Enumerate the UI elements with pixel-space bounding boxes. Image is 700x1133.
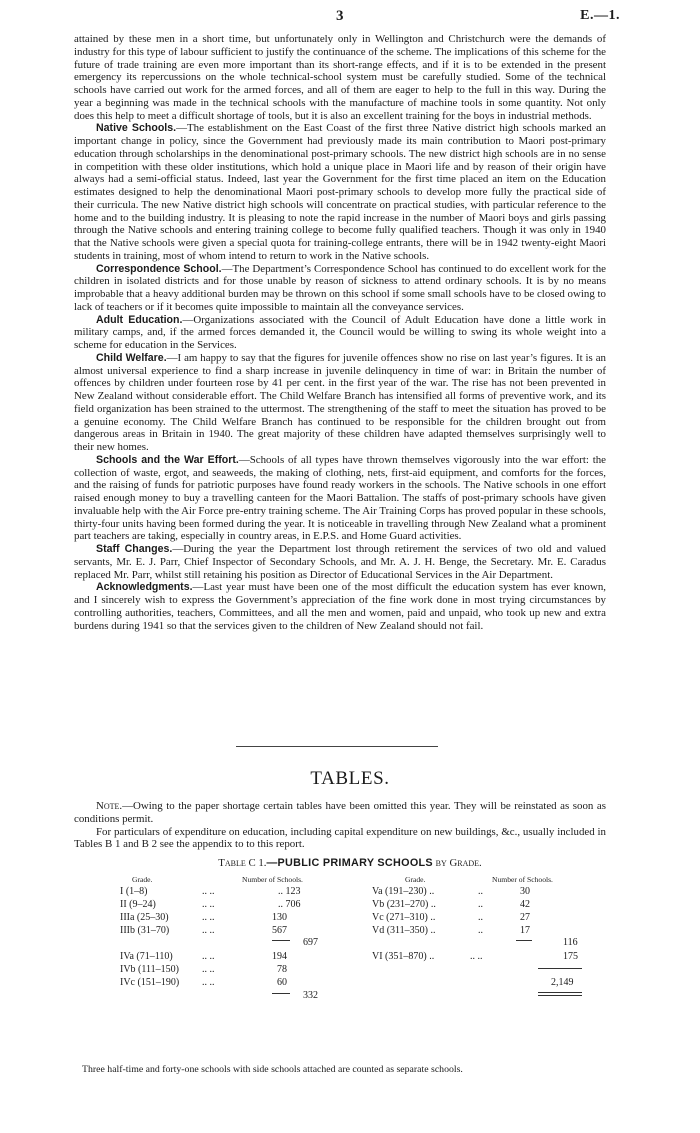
section-divider (236, 746, 438, 747)
subtotal-cell: 697 (303, 937, 318, 948)
note-text: —Owing to the paper shortage certain tables have been omitted this year. They will be reinstated as soon as conditions permit. (74, 800, 606, 825)
paragraph-text: —Last year must have been one of the most difficult the education system has ever known, and I sincerely wish to express the Government’s appreciation of the fine work done in most trying circumstances by controlling authorities, teachers, Committees, and all the men and women, paid and unpaid, who took up new and extra burdens during 1941 so that the services given to the children of New Zealand should not fail. (74, 581, 606, 632)
count-cell: 194 (272, 951, 287, 962)
count-cell: 130 (272, 912, 287, 923)
section-heading: Native Schools. (96, 122, 177, 135)
body-text (74, 33, 606, 632)
tables-heading: TABLES. (310, 768, 390, 789)
total-double-rule (538, 992, 582, 993)
column-header-number: Number of Schools. (492, 875, 553, 884)
paragraph (74, 543, 606, 581)
total-rule (538, 968, 582, 969)
table-caption-suffix: by Grade. (435, 857, 482, 869)
grade-cell: IVb (111–150) (120, 964, 179, 975)
paragraph-text: —The establishment on the East Coast of the first three Native district high schools marked an important change in policy, since the Government had previously made its main contribution to Maori post-primary education through scholarships in the denominational post-primary schools. The new district high schools are in no sense in competition with these older institutions, which hold a unique place in Maori life and by reason of their origin have always had a semi-official status. Indeed, last year the Government for the first time placed an item on the Education estimates designed to help the denominational Maori post-primary schools to develop more fully the practical side of their curricula. The new Native district high schools will concentrate on practical studies, with particular reference to the home and to the building industry. It is pleasing to note the rapid increase in the number of Maori boys and girls passing through the Native schools and entering training college to become fully qualified teachers. Though it was only in 1940 that the Native schools were given a special quota for training-college entrants, there will be in 1942 twenty-eight Maori students in training, most of whom intend to return to work in the Native schools. (74, 122, 607, 262)
subtotal-cell: 332 (303, 990, 318, 1001)
count-cell: 60 (277, 977, 287, 988)
paragraph (74, 581, 606, 632)
leader-dots: .. (478, 925, 483, 936)
note-text: For particulars of expenditure on education, including capital expenditure on new buildings, &c., usually included in Tables B 1 and B 2 see the appendix to to this report. (74, 825, 606, 851)
note-paragraph (74, 800, 606, 826)
leader-dots: .. .. (202, 951, 215, 962)
table-caption: —PUBLIC PRIMARY SCHOOLS (266, 857, 433, 869)
note-paragraph (74, 826, 606, 852)
grand-total-cell: 2,149 (551, 977, 574, 988)
paragraph-text: —I am happy to say that the figures for juvenile offences show no rise on last year’s figures. It is an almost universal experience to find a sharp increase in juvenile delinquency in time of war: in Britain the number of offences by children under fourteen rose by 41 per cent. in the first year of the war. The rise has not been prevented in New Zealand without considerable effort. The Child Welfare Branch has intensified all forms of preventive work, and its field organization has been strained to the uttermost. The strengthening of the staff to meet the situation has proved to be a genuine economy. The Child Welfare Branch has continued to be responsible for the children brought out from dangerous areas in Britain in 1940. The great majority of these children have adapted themselves surprisingly well to their new homes. (74, 351, 606, 453)
leader-dots: .. .. (202, 925, 215, 936)
grade-cell: Vb (231–270) .. (372, 899, 436, 910)
subtotal-rule (272, 993, 290, 994)
grade-cell: I (1–8) (120, 886, 148, 897)
table-footnote: Three half-time and forty-one schools with side schools attached are counted as separate schools. (82, 1064, 463, 1075)
count-cell: 27 (520, 912, 530, 923)
table-title (0, 857, 700, 869)
leader-dots: .. .. (202, 886, 215, 897)
section-heading: Staff Changes. (96, 543, 173, 555)
count-cell: 78 (277, 964, 287, 975)
count-cell: 30 (520, 886, 530, 897)
count-cell: 567 (272, 925, 287, 936)
grade-cell: IIIa (25–30) (120, 912, 169, 923)
count-cell: 42 (520, 899, 530, 910)
paragraph-text: —During the year the Department lost through retirement the services of two old and valued servants, Mr. E. J. Parr, Chief Inspector of Secondary Schools, and Mr. A. J. H. Benge, the Secretary. Mr. E. Caradus replaced Mr. Parr, whilst still retaining his position as Director of Educational Services in the Air Department. (74, 543, 606, 581)
column-header-grade: Grade. (132, 875, 153, 884)
paragraph (74, 314, 606, 352)
total-double-rule (538, 995, 582, 996)
leader-dots: .. (478, 886, 483, 897)
paragraph-text: —The Department’s Correspondence School has continued to do excellent work for the children in isolated districts and for those unable by reason of sickness to attend ordinary schools. It is by no means improbable that a heavy additional burden may be thrown on this school if some small schools have to be closed owing to lack of teachers or if it becomes quite impossible to maintain all the conveyance services. (74, 262, 606, 313)
grade-cell: Vc (271–310) .. (372, 912, 436, 923)
leader-dots: .. .. (202, 964, 215, 975)
section-heading: Correspondence School. (96, 262, 222, 275)
subtotal-cell: 175 (563, 951, 578, 962)
paragraph (74, 352, 606, 454)
leader-dots: .. .. (202, 899, 215, 910)
paragraph (74, 33, 606, 122)
leader-dots: .. .. (202, 977, 215, 988)
table-label: Table C 1. (218, 857, 267, 869)
column-header-number: Number of Schools. (242, 875, 303, 884)
subtotal-rule (516, 940, 532, 941)
grade-cell: IIIb (31–70) (120, 925, 170, 936)
section-heading: Schools and the War Effort. (96, 453, 239, 466)
subtotal-rule (272, 940, 290, 941)
column-header-grade: Grade. (405, 875, 426, 884)
subtotal-cell: 116 (563, 937, 578, 948)
grade-cell: IVa (71–110) (120, 951, 173, 962)
paragraph (74, 122, 606, 262)
paragraph (74, 454, 606, 543)
leader-dots: .. (478, 899, 483, 910)
leader-dots: .. (478, 912, 483, 923)
grade-cell: Vd (311–350) .. (372, 925, 436, 936)
count-cell: 17 (520, 925, 530, 936)
leader-dots: .. .. (202, 912, 215, 923)
section-heading: Child Welfare. (96, 351, 167, 364)
grade-cell: Va (191–230) .. (372, 886, 435, 897)
grade-cell: IVc (151–190) (120, 977, 180, 988)
count-cell: .. 706 (278, 899, 301, 910)
section-heading: Acknowledgments. (96, 581, 193, 594)
paragraph (74, 263, 606, 314)
paragraph-text: —Schools of all types have thrown themselves vigorously into the war effort: the collection of waste, ergot, and seaweeds, the making of clothing, nets, first-aid equipment, and comforts for the forces, and the raising of funds for patriotic purposes have found ready workers in the schools. The Native schools in one effort raised enough money to buy a travelling canteen for the Maori Battalion. The staffs of post-primary schools have given invaluable help with the Air Force pre-entry training scheme. The Air Training Corps has proved popular in these schools, thirty-four units having been formed during the year. It is noticeable in travelling through New Zealand what a prominent part teachers are taking, especially in country areas, in E.P.S. and Home Guard activities. (74, 453, 606, 543)
note-label: Note. (96, 800, 123, 812)
tables-notes (74, 800, 606, 851)
page-number: 3 (336, 8, 344, 24)
paragraph-text: attained by these men in a short time, but unfortunately only in Wellington and Christchurch were the demands of industry for this type of labour sufficient to justify the continuance of the scheme. The implications of this scheme for the future of trade training are even more important than its short-range effects, and if it is to be extended in the present emergency its repercussions on the whole technical-school system must be carefully studied. Some of the technical schools have carried out work for the armed forces, and all of them are eager to help to the full in this way. During the year a beginning was made in the technical schools with the manufacture of machine tools in some quantity. Not only does this help to meet a difficult shortage of tools, but it is also an excellent training for the boys in industrial methods. (74, 33, 606, 122)
grade-cell: VI (351–870) .. (372, 951, 435, 962)
document-reference: E.—1. (580, 8, 620, 23)
page-header (0, 8, 700, 28)
leader-dots: .. .. (470, 951, 483, 962)
grade-cell: II (9–24) (120, 899, 156, 910)
section-heading: Adult Education. (96, 313, 183, 326)
count-cell: .. 123 (278, 886, 301, 897)
paragraph-text: —Organizations associated with the Council of Adult Education have done a little work in military camps, and, if the armed forces demanded it, the Council would be willing to swing its whole weight into a scheme for education in the Services. (74, 313, 606, 351)
